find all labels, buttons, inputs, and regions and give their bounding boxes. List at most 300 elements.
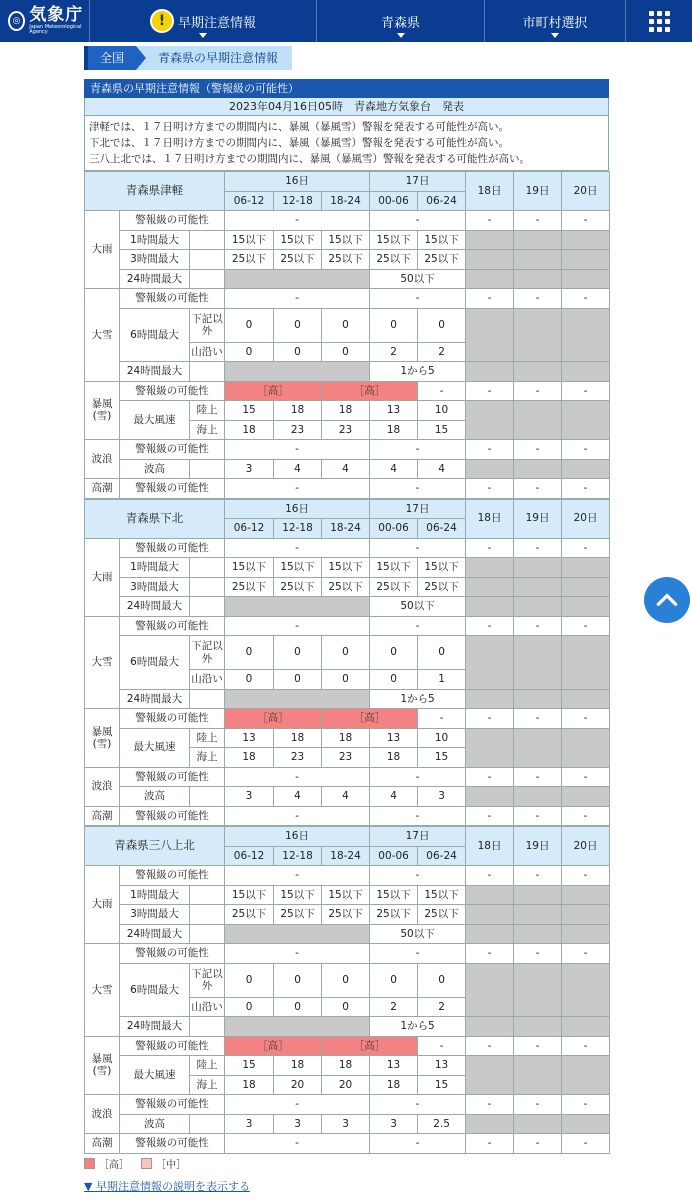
table-cell: - bbox=[514, 1036, 562, 1056]
scroll-top-button[interactable] bbox=[644, 577, 690, 623]
table-cell: - bbox=[466, 211, 514, 231]
table-cell: - bbox=[514, 538, 562, 558]
nav-early-warning[interactable] bbox=[90, 0, 317, 42]
table-cell bbox=[466, 362, 514, 382]
table-cell: 13 bbox=[370, 1056, 418, 1076]
table-cell bbox=[466, 905, 514, 925]
table-cell: 0 bbox=[225, 636, 274, 670]
table-cell bbox=[190, 787, 225, 807]
table-cell bbox=[466, 269, 514, 289]
table-cell: 青森県下北 bbox=[85, 499, 225, 538]
table-cell: 18日 bbox=[466, 172, 514, 211]
table-cell bbox=[562, 459, 610, 479]
table-cell bbox=[466, 308, 514, 362]
table-cell: 1時間最大 bbox=[120, 558, 190, 578]
table-cell: 18日 bbox=[466, 499, 514, 538]
table-cell: 青森県三八上北 bbox=[85, 827, 225, 866]
table-cell: 警報級の可能性 bbox=[120, 538, 225, 558]
table-cell bbox=[562, 1056, 610, 1095]
table-cell: 警報級の可能性 bbox=[120, 1134, 225, 1154]
table-cell: 23 bbox=[322, 420, 370, 440]
table-cell: 06-24 bbox=[418, 846, 466, 866]
table-cell: 0 bbox=[274, 963, 322, 997]
table-cell bbox=[562, 885, 610, 905]
table-cell: - bbox=[562, 479, 610, 499]
table-cell: 25以下 bbox=[274, 905, 322, 925]
table-cell: - bbox=[514, 1134, 562, 1154]
table-cell bbox=[466, 728, 514, 767]
table-cell bbox=[514, 905, 562, 925]
table-cell: 15以下 bbox=[274, 230, 322, 250]
issued-time: 2023年04月16日05時 青森地方気象台 発表 bbox=[84, 98, 609, 116]
table-cell: - bbox=[562, 806, 610, 826]
table-cell bbox=[514, 558, 562, 578]
table-cell: 4 bbox=[322, 459, 370, 479]
table-cell bbox=[190, 905, 225, 925]
table-cell: - bbox=[466, 1095, 514, 1115]
table-cell: 警報級の可能性 bbox=[120, 1036, 225, 1056]
table-cell: - bbox=[466, 1036, 514, 1056]
table-cell: 最大風速 bbox=[120, 1056, 190, 1095]
table-cell bbox=[466, 401, 514, 440]
table-cell: - bbox=[225, 767, 370, 787]
table-cell: - bbox=[466, 440, 514, 460]
region-table bbox=[84, 171, 610, 499]
table-cell bbox=[466, 459, 514, 479]
table-cell bbox=[562, 558, 610, 578]
table-cell: 00-06 bbox=[370, 191, 418, 211]
table-cell bbox=[514, 230, 562, 250]
nav-city-select[interactable] bbox=[485, 0, 626, 42]
table-cell: 3 bbox=[418, 787, 466, 807]
table-cell: 6時間最大 bbox=[120, 636, 190, 690]
table-cell bbox=[466, 787, 514, 807]
table-cell bbox=[514, 636, 562, 690]
table-cell: 13 bbox=[225, 728, 274, 748]
table-cell: - bbox=[370, 616, 466, 636]
chevron-down-icon bbox=[199, 33, 207, 38]
table-cell: - bbox=[466, 479, 514, 499]
table-cell: - bbox=[562, 767, 610, 787]
table-cell bbox=[466, 885, 514, 905]
table-cell: - bbox=[562, 709, 610, 729]
table-cell: 24時間最大 bbox=[120, 597, 190, 617]
table-cell: - bbox=[514, 289, 562, 309]
table-cell: 15以下 bbox=[418, 230, 466, 250]
table-cell: 0 bbox=[225, 997, 274, 1017]
table-cell: 18-24 bbox=[322, 191, 370, 211]
table-cell: 24時間最大 bbox=[120, 1017, 190, 1037]
table-cell bbox=[466, 636, 514, 690]
table-cell bbox=[562, 401, 610, 440]
legend-high-label: ［高］ bbox=[99, 1160, 129, 1171]
table-cell: - bbox=[514, 1095, 562, 1115]
table-cell: 3 bbox=[225, 459, 274, 479]
table-cell: 0 bbox=[418, 308, 466, 342]
table-cell bbox=[190, 597, 225, 617]
warning-icon: ! bbox=[150, 9, 174, 33]
table-cell: - bbox=[225, 538, 370, 558]
table-cell: 15以下 bbox=[225, 885, 274, 905]
table-cell: 陸上 bbox=[190, 1056, 225, 1076]
table-cell: 18 bbox=[370, 1075, 418, 1095]
table-cell: 16日 bbox=[225, 499, 370, 519]
breadcrumb-all[interactable]: 全国 bbox=[84, 46, 136, 70]
region-table bbox=[84, 826, 610, 1154]
table-cell: - bbox=[514, 616, 562, 636]
table-cell: 19日 bbox=[514, 827, 562, 866]
chevron-down-icon bbox=[551, 33, 559, 38]
table-cell bbox=[514, 924, 562, 944]
nav-city-label: 市町村選択 bbox=[522, 15, 588, 31]
table-cell bbox=[190, 577, 225, 597]
table-cell: 6時間最大 bbox=[120, 308, 190, 362]
table-cell: 警報級の可能性 bbox=[120, 381, 225, 401]
table-cell: 0 bbox=[274, 342, 322, 362]
table-cell: - bbox=[225, 479, 370, 499]
table-cell bbox=[225, 1017, 370, 1037]
table-cell: ［高］ bbox=[322, 381, 418, 401]
table-cell: - bbox=[562, 1134, 610, 1154]
table-cell: - bbox=[562, 1036, 610, 1056]
table-cell: 警報級の可能性 bbox=[120, 866, 225, 886]
legend-high-swatch bbox=[84, 1158, 95, 1169]
table-cell bbox=[562, 636, 610, 690]
table-cell: - bbox=[466, 1134, 514, 1154]
table-cell bbox=[562, 250, 610, 270]
table-cell bbox=[514, 362, 562, 382]
table-cell: 15 bbox=[225, 401, 274, 421]
table-cell bbox=[225, 689, 370, 709]
table-cell bbox=[562, 577, 610, 597]
summary-line: 下北では、１７日明け方までの期間内に、暴風（暴風雪）警報を発表する可能性が高い。 bbox=[89, 137, 509, 149]
table-cell: ［高］ bbox=[225, 709, 322, 729]
table-cell: 高潮 bbox=[85, 1134, 120, 1154]
table-cell bbox=[225, 362, 370, 382]
table-cell: 20 bbox=[274, 1075, 322, 1095]
table-cell: - bbox=[562, 440, 610, 460]
table-cell: 15以下 bbox=[225, 230, 274, 250]
jma-logo[interactable] bbox=[0, 0, 90, 42]
table-cell: 1から5 bbox=[370, 362, 466, 382]
table-cell: 陸上 bbox=[190, 401, 225, 421]
table-cell: 1 bbox=[418, 670, 466, 690]
table-cell: 15以下 bbox=[274, 885, 322, 905]
table-cell: 17日 bbox=[370, 827, 466, 847]
table-cell: 下記以外 bbox=[190, 308, 225, 342]
table-cell: 4 bbox=[370, 459, 418, 479]
legend-mid-swatch bbox=[141, 1158, 152, 1169]
table-cell bbox=[466, 250, 514, 270]
table-cell: 18 bbox=[274, 1056, 322, 1076]
table-cell: 25以下 bbox=[370, 577, 418, 597]
table-cell: 1から5 bbox=[370, 689, 466, 709]
table-cell bbox=[190, 230, 225, 250]
table-cell bbox=[466, 1056, 514, 1095]
table-cell: 06-12 bbox=[225, 519, 274, 539]
table-cell: 06-24 bbox=[418, 519, 466, 539]
table-cell: 50以下 bbox=[370, 269, 466, 289]
legend bbox=[84, 1156, 186, 1171]
table-cell: 山沿い bbox=[190, 670, 225, 690]
table-cell: 大雪 bbox=[85, 944, 120, 1037]
table-cell bbox=[562, 728, 610, 767]
table-cell: 0 bbox=[274, 636, 322, 670]
table-cell: 2 bbox=[418, 997, 466, 1017]
table-cell: 4 bbox=[322, 787, 370, 807]
table-cell: - bbox=[514, 709, 562, 729]
table-cell: 大雪 bbox=[85, 616, 120, 709]
table-cell bbox=[562, 269, 610, 289]
table-cell bbox=[562, 689, 610, 709]
menu-button[interactable] bbox=[626, 0, 692, 42]
table-cell: - bbox=[225, 1134, 370, 1154]
logo-subtitle: Japan Meteorological Agency bbox=[29, 24, 82, 35]
table-cell bbox=[190, 689, 225, 709]
table-cell: - bbox=[370, 211, 466, 231]
table-cell: 00-06 bbox=[370, 519, 418, 539]
table-cell: 25以下 bbox=[418, 905, 466, 925]
table-cell: 19日 bbox=[514, 172, 562, 211]
table-cell: 2 bbox=[418, 342, 466, 362]
grid-menu-icon bbox=[649, 11, 670, 32]
table-cell: 1から5 bbox=[370, 1017, 466, 1037]
table-cell: - bbox=[418, 381, 466, 401]
table-cell bbox=[562, 963, 610, 1017]
table-cell bbox=[514, 597, 562, 617]
table-cell: 15以下 bbox=[370, 558, 418, 578]
table-cell: 23 bbox=[322, 748, 370, 768]
table-cell bbox=[514, 308, 562, 362]
table-cell bbox=[190, 459, 225, 479]
table-cell bbox=[225, 597, 370, 617]
explanation-link[interactable]: ▼ 早期注意情報の説明を表示する bbox=[84, 1180, 250, 1193]
table-cell: 山沿い bbox=[190, 342, 225, 362]
table-cell: 24時間最大 bbox=[120, 689, 190, 709]
table-cell: - bbox=[562, 866, 610, 886]
table-cell bbox=[562, 362, 610, 382]
table-cell bbox=[562, 787, 610, 807]
table-cell: 23 bbox=[274, 420, 322, 440]
table-cell: 13 bbox=[418, 1056, 466, 1076]
table-cell: ［高］ bbox=[322, 1036, 418, 1056]
table-cell: 警報級の可能性 bbox=[120, 944, 225, 964]
table-cell: 3 bbox=[274, 1114, 322, 1134]
table-cell: 大雨 bbox=[85, 866, 120, 944]
table-cell: 15以下 bbox=[370, 885, 418, 905]
table-cell: 0 bbox=[225, 342, 274, 362]
table-cell bbox=[562, 308, 610, 362]
table-cell: 警報級の可能性 bbox=[120, 440, 225, 460]
table-cell: - bbox=[562, 616, 610, 636]
legend-mid-label: ［中］ bbox=[156, 1160, 186, 1171]
table-cell: - bbox=[562, 538, 610, 558]
table-cell: 25以下 bbox=[225, 250, 274, 270]
table-cell bbox=[514, 401, 562, 440]
table-cell: ［高］ bbox=[225, 1036, 322, 1056]
table-cell: 12-18 bbox=[274, 846, 322, 866]
table-cell: 18日 bbox=[466, 827, 514, 866]
nav-prefecture[interactable] bbox=[317, 0, 485, 42]
table-cell: - bbox=[562, 944, 610, 964]
table-cell: 15 bbox=[225, 1056, 274, 1076]
table-cell: 0 bbox=[418, 963, 466, 997]
table-cell: 20日 bbox=[562, 827, 610, 866]
table-cell: 25以下 bbox=[322, 250, 370, 270]
table-cell: 波浪 bbox=[85, 440, 120, 479]
table-cell bbox=[514, 1017, 562, 1037]
table-cell: 4 bbox=[418, 459, 466, 479]
table-cell: 15以下 bbox=[274, 558, 322, 578]
table-cell: - bbox=[466, 944, 514, 964]
table-cell: 17日 bbox=[370, 172, 466, 192]
table-cell: - bbox=[225, 944, 370, 964]
table-cell: 警報級の可能性 bbox=[120, 767, 225, 787]
table-cell: 19日 bbox=[514, 499, 562, 538]
table-cell: - bbox=[370, 1095, 466, 1115]
table-cell: - bbox=[225, 440, 370, 460]
table-cell: - bbox=[514, 866, 562, 886]
table-cell: 0 bbox=[370, 308, 418, 342]
table-cell: 06-12 bbox=[225, 191, 274, 211]
table-cell: - bbox=[466, 806, 514, 826]
table-cell bbox=[514, 689, 562, 709]
table-cell: 24時間最大 bbox=[120, 362, 190, 382]
table-cell bbox=[562, 1017, 610, 1037]
table-cell: 0 bbox=[274, 308, 322, 342]
table-cell: 24時間最大 bbox=[120, 269, 190, 289]
table-cell: ［高］ bbox=[225, 381, 322, 401]
logo-title: 気象庁 bbox=[29, 5, 84, 25]
table-cell: 警報級の可能性 bbox=[120, 709, 225, 729]
table-cell: 18 bbox=[274, 401, 322, 421]
table-cell: 18 bbox=[225, 748, 274, 768]
site-header bbox=[0, 0, 692, 42]
table-cell: 15 bbox=[418, 1075, 466, 1095]
table-cell: 18 bbox=[322, 1056, 370, 1076]
table-cell bbox=[562, 597, 610, 617]
table-cell: 0 bbox=[225, 963, 274, 997]
table-cell bbox=[562, 1114, 610, 1134]
table-cell: 0 bbox=[322, 342, 370, 362]
table-cell: 20日 bbox=[562, 172, 610, 211]
table-cell: 50以下 bbox=[370, 597, 466, 617]
table-cell: 2 bbox=[370, 342, 418, 362]
table-cell: 06-24 bbox=[418, 191, 466, 211]
table-cell bbox=[190, 362, 225, 382]
table-cell: 0 bbox=[322, 636, 370, 670]
table-cell: 4 bbox=[274, 459, 322, 479]
table-cell: 25以下 bbox=[370, 905, 418, 925]
table-cell bbox=[466, 1114, 514, 1134]
table-cell: 青森県津軽 bbox=[85, 172, 225, 211]
table-cell: 25以下 bbox=[274, 250, 322, 270]
table-cell: 23 bbox=[274, 748, 322, 768]
table-cell: 陸上 bbox=[190, 728, 225, 748]
table-cell: 高潮 bbox=[85, 479, 120, 499]
table-cell: 警報級の可能性 bbox=[120, 1095, 225, 1115]
chevron-down-icon bbox=[397, 33, 405, 38]
table-cell: 0 bbox=[274, 997, 322, 1017]
table-cell: 0 bbox=[225, 670, 274, 690]
panel-title: 青森県の早期注意情報（警報級の可能性） bbox=[84, 79, 609, 98]
table-cell bbox=[562, 905, 610, 925]
table-cell: 3 bbox=[225, 787, 274, 807]
table-cell bbox=[514, 250, 562, 270]
table-cell bbox=[190, 558, 225, 578]
table-cell: 山沿い bbox=[190, 997, 225, 1017]
table-cell: - bbox=[514, 767, 562, 787]
table-cell: - bbox=[370, 289, 466, 309]
table-cell: - bbox=[514, 211, 562, 231]
table-cell: 波高 bbox=[120, 1114, 190, 1134]
table-cell: 17日 bbox=[370, 499, 466, 519]
breadcrumb bbox=[84, 46, 292, 70]
table-cell: 0 bbox=[322, 997, 370, 1017]
table-cell: - bbox=[225, 1095, 370, 1115]
table-cell: 4 bbox=[274, 787, 322, 807]
table-cell bbox=[514, 1114, 562, 1134]
summary-text bbox=[84, 116, 609, 171]
table-cell bbox=[190, 924, 225, 944]
table-cell: 15以下 bbox=[322, 885, 370, 905]
table-cell: 18 bbox=[274, 728, 322, 748]
table-cell: 15 bbox=[418, 420, 466, 440]
table-cell: 18 bbox=[370, 748, 418, 768]
table-cell: 24時間最大 bbox=[120, 924, 190, 944]
table-cell: 15以下 bbox=[370, 230, 418, 250]
table-cell: 15 bbox=[418, 748, 466, 768]
table-cell: 20 bbox=[322, 1075, 370, 1095]
table-cell: 13 bbox=[370, 401, 418, 421]
table-cell: 暴風 (雪) bbox=[85, 1036, 120, 1095]
table-cell: - bbox=[225, 806, 370, 826]
table-cell: 0 bbox=[370, 670, 418, 690]
table-cell bbox=[466, 1017, 514, 1037]
table-cell: 0 bbox=[370, 636, 418, 670]
table-cell: 0 bbox=[322, 963, 370, 997]
table-cell bbox=[514, 728, 562, 767]
table-cell: 12-18 bbox=[274, 519, 322, 539]
table-cell: 15以下 bbox=[225, 558, 274, 578]
table-cell: - bbox=[225, 289, 370, 309]
table-cell: - bbox=[466, 381, 514, 401]
jma-emblem-icon: ◎ bbox=[8, 11, 25, 31]
table-cell bbox=[514, 1056, 562, 1095]
table-cell: 3 bbox=[322, 1114, 370, 1134]
table-cell bbox=[466, 230, 514, 250]
table-cell: 大雨 bbox=[85, 538, 120, 616]
table-cell: 4 bbox=[370, 787, 418, 807]
table-cell: 波高 bbox=[120, 787, 190, 807]
table-cell: 警報級の可能性 bbox=[120, 479, 225, 499]
table-cell: - bbox=[370, 806, 466, 826]
table-cell: 15以下 bbox=[418, 558, 466, 578]
table-cell: 13 bbox=[370, 728, 418, 748]
table-cell: 18 bbox=[322, 401, 370, 421]
table-cell: 暴風 (雪) bbox=[85, 381, 120, 440]
table-cell bbox=[466, 558, 514, 578]
table-cell: 25以下 bbox=[225, 577, 274, 597]
table-cell: - bbox=[370, 767, 466, 787]
table-cell bbox=[562, 230, 610, 250]
table-cell: 6時間最大 bbox=[120, 963, 190, 1017]
table-cell: - bbox=[370, 538, 466, 558]
table-cell: - bbox=[225, 211, 370, 231]
table-cell: 警報級の可能性 bbox=[120, 806, 225, 826]
table-cell: 1時間最大 bbox=[120, 885, 190, 905]
table-cell: 20日 bbox=[562, 499, 610, 538]
